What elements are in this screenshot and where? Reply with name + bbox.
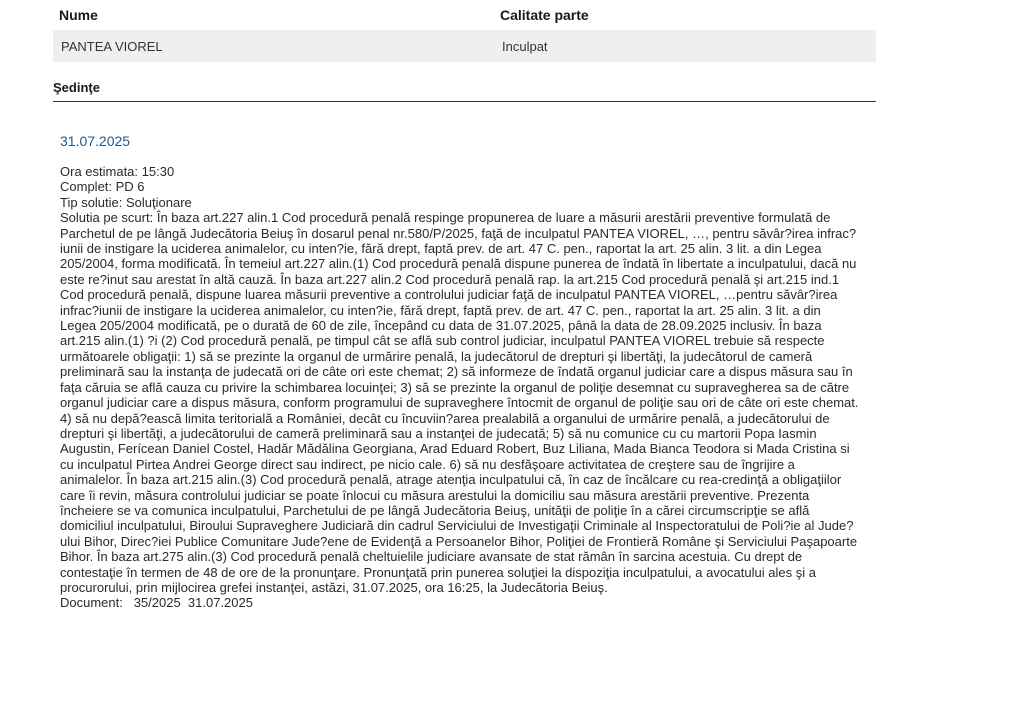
section-title-hearings: Şedinţe: [53, 80, 876, 102]
hearing-details: [60, 164, 860, 611]
document-reference: Document: 35/2025 31.07.2025: [60, 595, 253, 611]
solution-summary: Solutia pe scurt: În baza art.227 alin.1 Cod procedură penală respinge propunerea de luare a măsurii arestării preventive formulată de Parchetul de pe lângă Judecătoria Beiuş în dosarul penal nr.580/P/2025, faţă de inculpatul PANTEA VIOREL, …, pentru săvâr?irea infrac?iunii de instigare la uciderea animalelor, cu inten?ie, fără drept, faptă prev. de art. 47 C. pen., raportat la art. 25 alin. 3 lit. a din Legea 205/2004, forma modificată. În temeiul art.227 alin.(1) Cod procedură penală dispune punerea de îndată în libertate a inculpatului, dacă nu este re?inut sau arestat în altă cauză. În baza art.227 alin.2 Cod procedură penală rap. la art.215 Cod procedură penală şi art.215 ind.1 Cod procedură penală, dispune luarea măsurii preventive a controlului judiciar faţă de inculpatul PANTEA VIOREL, …pentru săvâr?irea infrac?iunii de instigare la uciderea animalelor, cu inten?ie, fără drept, faptă prev. de art. 47 C. pen., raportat la art. 25 alin. 3 lit. a din Legea 205/2004 modificată, pe o durată de 60 de zile, începând cu data de 31.07.2025, până la data de 28.09.2025 inclusiv. În baza art.215 alin.(1) ?i (2) Cod procedură penală, pe timpul cât se află sub control judiciar, inculpatul PANTEA VIOREL trebuie să respecte următoarele obligaţii: 1) să se prezinte la organul de urmărire penală, la judecătorul de drepturi şi libertăţi, la judecătorul de cameră preliminară sau la instanţa de judecată ori de câte ori este chemat; 2) să informeze de îndată organul judiciar care a dispus măsura sau în faţa căruia se află cauza cu privire la schimbarea locuinţei; 3) să se prezinte la organul de poliţie desemnat cu supravegherea sa de către organul judiciar care a dispus măsura, conform programului de supraveghere întocmit de organul de poliţie sau ori de câte ori este chemat. 4) să nu depă?ească limita teritorială a României, decât cu încuviin?area prealabilă a organului de urmărire penală, a judecătorului de drepturi şi libertăţi, a judecătorului de cameră preliminară sau a instanţei de judecată; 5) să nu comunice cu cu martorii Popa Iasmin Augustin, Ferícean Daniel Costel, Hadăr Mădălina Georgiana, Arad Eduard Robert, Buz Liliana, Mada Bianca Teodora si Mada Cristina si cu inculpatul Pirtea Andrei George direct sau indirect, pe nicio cale. 6) să nu desfăşoare activitatea de creştere sau de îngrijire a animalelor. În baza art.215 alin.(3) Cod procedură penală, atrage atenţia inculpatului că, în caz de încălcare cu rea-credinţă a obligaţiilor care îi revin, măsura controlului judiciar se poate înlocui cu măsura arestului la domiciliu sau măsura arestării preventive. Prezenta încheiere se va comunica inculpatului, Parchetului de pe lângă Judecătoria Beiuş, unităţii de poliţie în a cărei circumscripţie se află domiciliul inculpatului, Biroului Supraveghere Judiciară din cadrul Serviciului de Investigaţii Criminale al Inspectoratului de Poli?ie al Jude?ului Bihor, Direc?iei Publice Comunitare Jude?ene de Evidenţă a Persoanelor Bihor, Poliţiei de Frontieră Române şi Serviciului Paşapoarte Bihor. În baza art.275 alin.(3) Cod procedură penală cheltuielile judiciare avansate de stat rămân în sarcina acestuia. Cu drept de contestaţie în termen de 48 de ore de la pronunţare. Pronunţată prin punerea soluţiei la dispoziţia inculpatului, a avocatului ales şi a procurorului, prin mijlocirea grefei instanţei, astăzi, 31.07.2025, ora 16:25, la Judecătoria Beiuş.: [60, 210, 859, 595]
panel: Complet: PD 6: [60, 179, 145, 195]
hearing-entry: [60, 130, 860, 611]
hearing-date: 31.07.2025: [60, 133, 131, 149]
table-row: [53, 30, 876, 62]
column-header-role: Calitate parte: [500, 7, 589, 23]
parties-table: [53, 0, 876, 62]
party-role: Inculpat: [502, 38, 548, 54]
party-name: PANTEA VIOREL: [61, 38, 163, 54]
column-header-name: Nume: [59, 7, 98, 23]
estimated-time: Ora estimata: 15:30: [60, 164, 175, 179]
solution-type: Tip solutie: Soluţionare: [60, 194, 192, 210]
parties-table-header: [53, 0, 876, 30]
